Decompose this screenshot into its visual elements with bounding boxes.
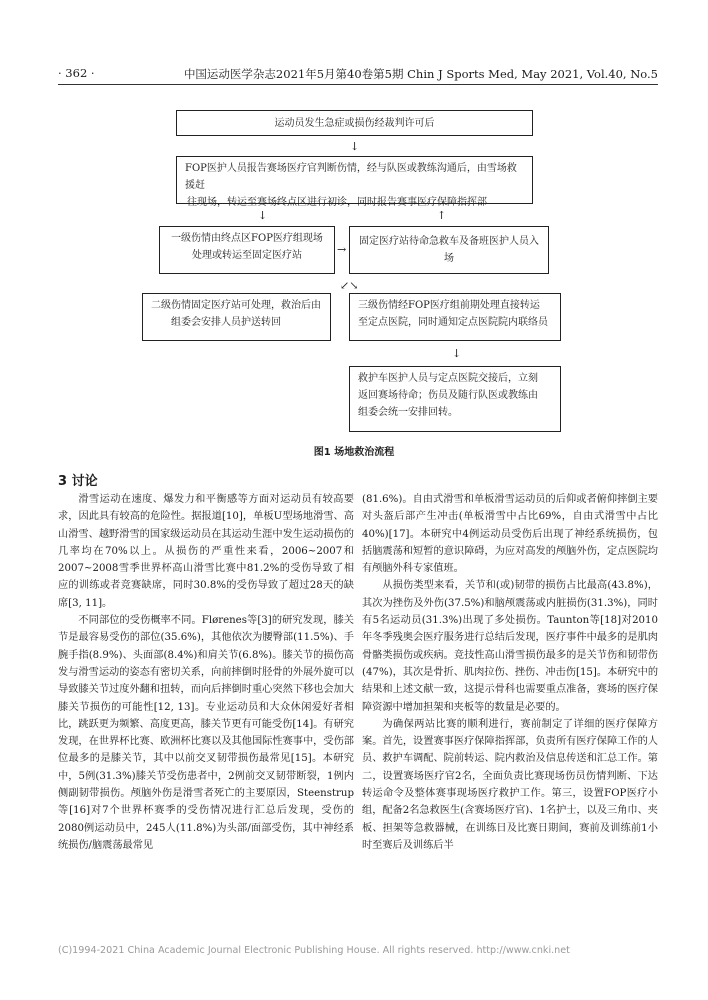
down-arrow-icon: ↓ [258, 209, 268, 222]
flow-box-level3: 三级伤情经FOP医疗组前期处理直接转运 至定点医院，同时通知定点医院院内联络员 [349, 293, 561, 341]
paragraph: 从损伤类型来看，关节和(或)韧带的损伤占比最高(43.8%)，其次为挫伤及外伤(37.5%)和脑颅震荡或内脏损伤(31.3%)，同时有5名运动员(31.3%)出现了多处损伤。Taunton等[18]对2010年冬季残奥会医疗服务进行总结后发现，医疗事件中最多的是肌肉骨骼类损伤或疾病。竞技性高山滑雪损伤最多的是关节伤和韧带伤(47%)，其次是骨折、肌肉拉伤、挫伤、冲击伤[15]。本研究中的结果和上述文献一致，这提示骨科也需要重点准备，赛场的医疗保障资源中增加担架和夹板等的数量是必要的。 [362, 580, 658, 713]
left-column [58, 491, 354, 941]
paragraph: 不同部位的受伤概率不同。Flørenes等[3]的研究发现，膝关节是最容易受伤的部位(35.6%)，其他依次为腰臀部(11.5%)、手腕手指(8.9%)、头面部(8.4%)和肩关节(6.8%)。膝关节的损伤高发与滑雪运动的姿态有密切关系，向前摔倒时胫骨的外展外旋可以导致膝关节过度外翻和扭转，而向后摔倒时重心突然下移也会加大膝关节损伤的可能性[12, 13]。专业运动员和大众休闲爱好者相比，跳跃更为频繁、高度更高，膝关节更有可能受伤[14]。有研究发现，在世界杯比赛、欧洲杯比赛以及其他国际性赛事中，受伤部位最多的是膝关节，其中以前交叉韧带损伤最常见[15]。本研究中，5例(31.3%)膝关节受伤患者中，2例前交叉韧带断裂，1例内侧副韧带损伤。颅脑外伤是滑雪者死亡的主要原因，Steenstrup等[16]对7个世界杯赛季的受伤情况进行汇总后发现，受伤的2080例运动员中，245人(11.8%)为头部/面部受伤，其中神经系统损伤/脑震荡最常见 [58, 615, 354, 851]
flow-box-standby: 固定医疗站待命急救车及备班医护人员入场 [349, 226, 549, 274]
copyright-footer: (C)1994-2021 China Academic Journal Electronic Publishing House. All rights reserved. http://www.cnki.net [58, 945, 570, 956]
up-arrow-icon: ↑ [437, 209, 447, 222]
paragraph: 滑雪运动在速度、爆发力和平衡感等方面对运动员有较高要求，因此具有较高的危险性。据报道[10]，单板U型场地滑雪、高山滑雪、越野滑雪的国家级运动员在其运动生涯中发生运动损伤的几率均在70%以上。从损伤的严重性来看，2006~2007和2007~2008雪季世界杯高山滑雪比赛中81.2%的受伤导致了相应的训练或者竞赛缺席，同时30.8%的受伤导致了超过28天的缺席[3, 11]。 [58, 494, 354, 609]
page-number: · 362 · [58, 66, 95, 80]
right-column [362, 491, 658, 941]
right-arrow-icon: → [337, 243, 347, 256]
paragraph: 为确保两站比赛的顺利进行，赛前制定了详细的医疗保障方案。首先，设置赛事医疗保障指挥部，负责所有医疗保障工作的人员、救护车调配、院前转运、院内救治及信息传送和汇总工作。第二，设置赛场医疗官2名，全面负责比赛现场伤员伤情判断、下达转运命令及整体赛事现场医疗救护工作。第三，设置FOP医疗小组，配备2名急救医生(含赛场医疗官)、1名护士，以及三角巾、夹板、担架等急救器械，在训练日及比赛日期间，赛前及训练前1小时至赛后及训练后半 [362, 718, 658, 851]
flow-box-report: FOP医护人员报告赛场医疗官判断伤情，经与队医或教练沟通后，由雪场救援赶 往现场，转运至赛场终点区进行初诊，同时报告赛事医疗保障指挥部 [176, 156, 533, 204]
down-arrow-icon: ↓ [350, 140, 360, 153]
figure-caption: 图1 场地救治流程 [313, 447, 395, 458]
section-heading: 3 讨论 [58, 474, 98, 489]
paragraph: (81.6%)。自由式滑雪和单板滑雪运动员的后仰或者俯仰摔倒主要对头盔后部产生冲击(单板滑雪中占比69%，自由式滑雪中占比40%)[17]。本研究中4例运动员受伤后出现了神经系统损伤，包括脑震荡和短暂的意识障碍，为应对高发的颅脑外伤，定点医院均有颅脑外科专家值班。 [362, 494, 658, 575]
flow-box-handover: 救护车医护人员与定点医院交接后，立刻 返回赛场待命；伤员及随行队医或教练由 组委会统一安排回转。 [349, 366, 561, 432]
flow-box-start: 运动员发生急症或损伤经裁判许可后 [176, 110, 533, 136]
flow-box-level1: 一级伤情由终点区FOP医疗组现场 处理或转运至固定医疗站 [159, 226, 335, 274]
running-header [58, 66, 658, 85]
split-arrow-icon: ↙↘ [340, 279, 359, 292]
down-arrow-icon: ↓ [452, 347, 462, 360]
flow-box-level2: 二级伤情固定医疗站可处理，救治后由 组委会安排人员护送转回 [142, 293, 331, 341]
journal-citation: 中国运动医学杂志2021年5月第40卷第5期 Chin J Sports Med, May 2021, Vol.40, No.5 [183, 67, 658, 81]
